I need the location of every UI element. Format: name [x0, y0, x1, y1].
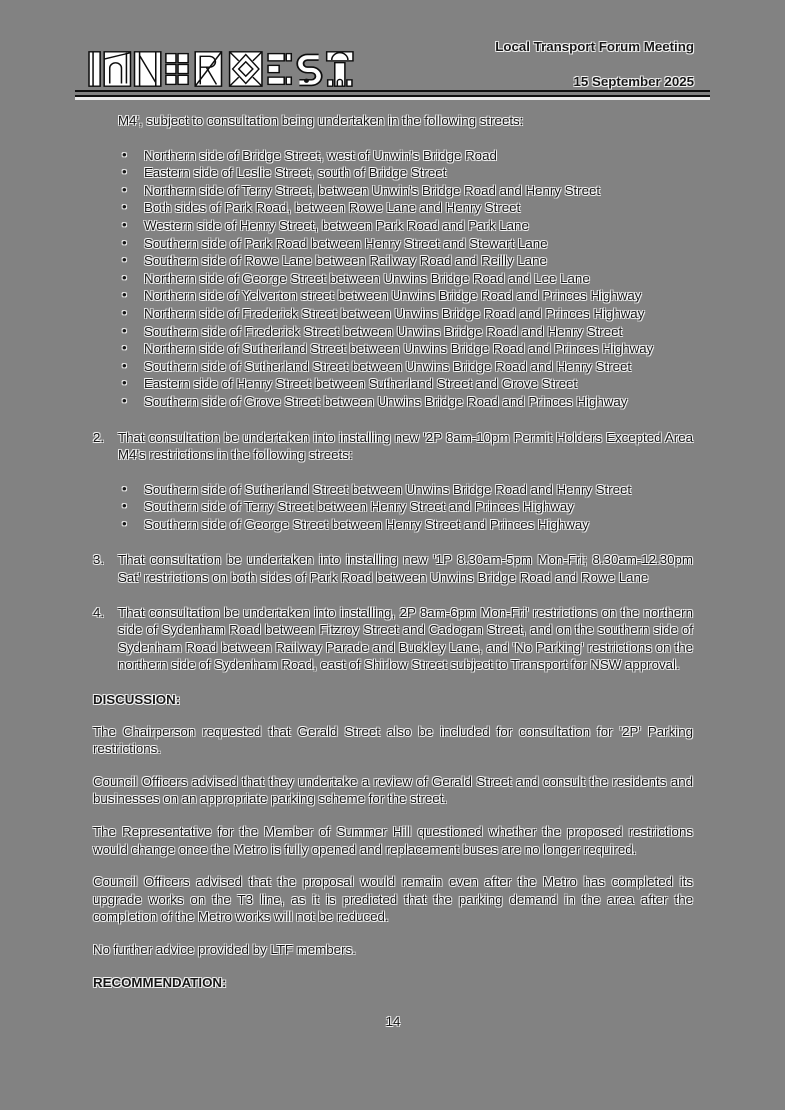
street-bullet-item: • Southern side of Sutherland Street between Unwins Bridge Road and Henry Street [93, 358, 693, 376]
inner-west-council-logo [88, 50, 355, 88]
street-bullet-list-1 [93, 147, 693, 411]
street-bullet-item: • Southern side of George Street between Henry Street and Princes Highway [93, 516, 693, 534]
intro-paragraph: M4', subject to consultation being undertaken in the following streets: [118, 113, 524, 128]
discussion-paragraph: The Chairperson requested that Gerald Street also be included for consultation for '2P' Parking restrictions. [93, 723, 693, 757]
discussion-heading: DISCUSSION: [93, 692, 181, 708]
item-text: That consultation be undertaken into installing new '1P 8.30am-5pm Mon-Fri; 8.30am-12.30pm Sat' restrictions on both sides of Park Road between Unwins Bridge Road and Rowe Lane [118, 552, 693, 586]
header-divider [75, 90, 710, 97]
street-bullet-item: • Northern side of George Street between Unwins Bridge Road and Lee Lane [93, 270, 693, 288]
numbered-item-3 [93, 551, 693, 586]
street-bullet-item: • Eastern side of Leslie Street, south of Bridge Street [93, 164, 693, 182]
item-number: 2. [93, 429, 105, 445]
street-bullet-item: • Southern side of Frederick Street between Unwins Bridge Road and Henry Street [93, 323, 693, 341]
street-bullet-item: • Southern side of Rowe Lane between Railway Road and Reilly Lane [93, 252, 693, 270]
street-bullet-list-2 [93, 481, 693, 534]
street-bullet-item: • Southern side of Sutherland Street between Unwins Bridge Road and Henry Street [93, 481, 693, 499]
street-bullet-item: • Western side of Henry Street, between Park Road and Park Lane [93, 217, 693, 235]
street-bullet-item: • Northern side of Sutherland Street between Unwins Bridge Road and Princes Highway [93, 340, 693, 358]
street-bullet-item: • Northern side of Frederick Street between Unwins Bridge Road and Princes Highway [93, 305, 693, 323]
discussion-paragraph: Council Officers advised that the proposal would remain even after the Metro has completed its upgrade works on the T3 line, as it is predicted that the parking demand in the area after the completion of the Metro works will not be reduced. [93, 874, 693, 925]
street-bullet-item: • Both sides of Park Road, between Rowe Lane and Henry Street [93, 199, 693, 217]
street-bullet-item: • Northern side of Bridge Street, west of Unwin's Bridge Road [93, 147, 693, 165]
document-body [93, 112, 693, 1031]
meeting-title: Local Transport Forum Meeting [495, 39, 694, 54]
page-number: 14 [385, 1014, 401, 1030]
item-text: That consultation be undertaken into installing new '2P 8am-10pm Permit Holders Excepted Area M4's restrictions in the following streets: [118, 429, 693, 463]
recommendation-heading: RECOMMENDATION: [93, 974, 227, 990]
discussion-paragraphs [93, 723, 693, 959]
meeting-date: 15 September 2025 [573, 74, 694, 89]
street-bullet-item: • Southern side of Terry Street between Henry Street and Princes Highway [93, 498, 693, 516]
item-number: 3. [93, 552, 105, 568]
street-bullet-item: • Northern side of Terry Street, between Unwin's Bridge Road and Henry Street [93, 182, 693, 200]
street-bullet-item: • Northern side of Yelverton street between Unwins Bridge Road and Princes Highway [93, 287, 693, 305]
numbered-item-2 [93, 429, 693, 464]
street-bullet-item: • Southern side of Grove Street between Unwins Bridge Road and Princes Highway [93, 393, 693, 411]
item-number: 4. [93, 604, 105, 620]
item-text: That consultation be undertaken into installing, 2P 8am-6pm Mon-Fri' restrictions on the northern side of Sydenham Road between Fitzroy Street and Cadogan Street, and on the southern side of Sydenham Road between Railway Parade and Buckley Lane, and 'No Parking' restrictions on the northern side of Sydenham Road, east of Shirlow Street subject to Transport for NSW approval. [118, 604, 693, 673]
numbered-item-4 [93, 604, 693, 674]
discussion-paragraph: The Representative for the Member of Summer Hill questioned whether the proposed restrictions would change once the Metro is fully opened and replacement buses are no longer required. [93, 824, 693, 857]
street-bullet-item: • Eastern side of Henry Street between Sutherland Street and Grove Street [93, 375, 693, 393]
inner-west-logo-graphic [88, 50, 355, 88]
page-header [0, 0, 785, 104]
discussion-paragraph: Council Officers advised that they undertake a review of Gerald Street and consult the residents and businesses on an appropriate parking scheme for the street. [93, 773, 693, 807]
discussion-paragraph: No further advice provided by LTF members. [93, 941, 356, 957]
street-bullet-item: • Southern side of Park Road between Henry Street and Stewart Lane [93, 235, 693, 253]
